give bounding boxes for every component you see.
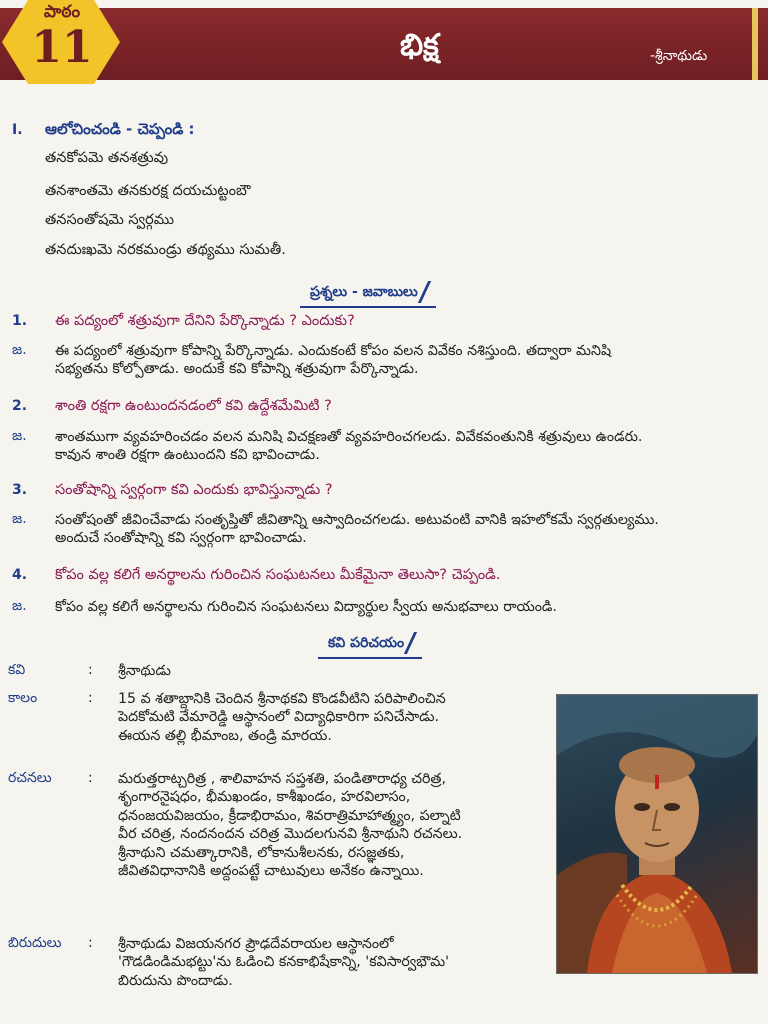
- info-value-period: [118, 690, 446, 745]
- info-label-works: రచనలు: [8, 770, 52, 786]
- info-label-titles: బిరుదులు: [8, 935, 62, 951]
- qa-heading: [300, 279, 436, 308]
- poem-line: తనసంతోషమె స్వర్గము: [45, 212, 175, 228]
- answer-text: [55, 511, 755, 548]
- info-line: శ్రీనాథుడు: [118, 663, 171, 679]
- poet-portrait: [556, 694, 758, 974]
- info-line: జీవితవిధానానికి అద్దంపట్టే చాటువులు అనేకం ఉన్నాయి.: [118, 863, 424, 880]
- qa-heading-text: ప్రశ్నలు - జవాబులు: [310, 284, 418, 300]
- lesson-number: 11: [31, 22, 93, 73]
- answer-mark: జ.: [12, 342, 27, 358]
- slash-decoration: [404, 632, 417, 654]
- question-number: 1.: [12, 313, 28, 329]
- lesson-word: పాఠం: [43, 2, 81, 22]
- question-number: 3.: [12, 482, 28, 498]
- lesson-title: భిక్ష: [400, 28, 439, 63]
- question-text: శాంతి రక్షగా ఉంటుందనడంలో కవి ఉద్దేశమేమిటి ?: [55, 398, 332, 414]
- info-label-poet: కవి: [8, 662, 26, 678]
- poem-line: తనకోపమె తనశత్రువు: [45, 150, 169, 166]
- poet-heading: [318, 630, 422, 659]
- answer-mark: జ.: [12, 598, 27, 614]
- author-tag: -శ్రీనాథుడు: [650, 48, 708, 64]
- question-text: సంతోషాన్ని స్వర్గంగా కవి ఎందుకు భావిస్తున్నాడు ?: [55, 482, 333, 498]
- answer-mark: జ.: [12, 511, 27, 527]
- info-colon: :: [88, 662, 93, 678]
- info-line: శ్రీనాథుని చమత్కారానికి, లోకానుశీలనకు, రసజ్ఞతకు,: [118, 844, 405, 861]
- question-number: 2.: [12, 398, 28, 414]
- info-line: బిరుదును పొందాడు.: [118, 972, 233, 989]
- section-number: I.: [12, 122, 23, 138]
- info-line: శ్రీనాథుడు విజయనగర ప్రౌఢదేవరాయల ఆస్థానంలో: [118, 936, 394, 952]
- info-label-period: కాలం: [8, 690, 38, 706]
- info-colon: :: [88, 935, 93, 951]
- info-line: వీర చరిత్ర, నందనందన చరిత్ర మొదలగునవి శ్రీనాథుని రచనలు.: [118, 826, 463, 843]
- answer-line: కావున శాంతి రక్షగా ఉంటుందని కవి భావించాడు.: [55, 447, 320, 464]
- portrait-illustration: [557, 695, 757, 973]
- info-colon: :: [88, 690, 93, 706]
- info-value-titles: [118, 935, 449, 990]
- info-line: శృంగారనైషధం, భీమఖండం, కాశీఖండం, హరవిలాసం,: [118, 789, 411, 806]
- poet-heading-text: కవి పరిచయం: [328, 635, 405, 651]
- answer-line: అందుచే సంతోషాన్ని కవి స్వర్గంగా భావించాడు.: [55, 530, 307, 547]
- poem-line: తనదుఃఖమె నరకమండ్రు తథ్యము సుమతీ.: [45, 242, 286, 258]
- answer-line: శాంతముగా వ్యవహరించడం వలన మనిషి విచక్షణతో వ్యవహరించగలడు. వివేకవంతునికి శత్రువులు ఉండరు.: [55, 429, 643, 445]
- answer-line: సంతోషంతో జీవించేవాడు సంతృప్తితో జీవితాన్ని ఆస్వాదించగలడు. అటువంటి వానికి ఇహలోకమే స్వర్గతుల్యము.: [55, 512, 659, 528]
- poem-line: తనశాంతమె తనకురక్ష దయచుట్టంబౌ: [45, 183, 251, 199]
- question-text: కోపం వల్ల కలిగే అనర్థాలను గురించిన సంఘటనలు మీకేమైనా తెలుసా? చెప్పండి.: [55, 567, 501, 583]
- info-value-works: [118, 770, 462, 881]
- question-text: ఈ పద్యంలో శత్రువుగా దేనిని పేర్కొన్నాడు ? ఎందుకు?: [55, 313, 355, 329]
- info-colon: :: [88, 770, 93, 786]
- answer-line: సభ్యతను కోల్పోతాడు. అందుకే కవి కోపాన్ని శత్రువుగా పేర్కొన్నాడు.: [55, 361, 419, 378]
- info-line: ఈయన తల్లి భీమాంబ, తండ్రి మారయ.: [118, 727, 332, 744]
- section-heading: ఆలోచించండి - చెప్పండి :: [45, 120, 195, 138]
- info-line: పెదకోమటి వేమారెడ్డి ఆస్థానంలో విద్యాధికారిగా పనిచేసాడు.: [118, 709, 440, 726]
- slash-decoration: [417, 281, 430, 303]
- question-number: 4.: [12, 567, 28, 583]
- answer-text: [55, 428, 755, 465]
- info-line: 15 వ శతాబ్దానికి చెందిన శ్రీనాథకవి కొండవీటిని పరిపాలించిన: [118, 691, 446, 707]
- answer-line: ఈ పద్యంలో శత్రువుగా కోపాన్ని పేర్కొన్నాడు. ఎందుకంటే కోపం వలన వివేకం నశిస్తుంది. తద్వారా మనిషి: [55, 343, 612, 359]
- info-value-poet: [118, 662, 171, 680]
- info-line: మరుత్తరాట్చరిత్ర , శాలివాహన సప్తశతి, పండితారాధ్య చరిత్ర,: [118, 771, 446, 787]
- answer-text: [55, 598, 755, 616]
- info-line: ధనంజయవిజయం, క్రీడాభిరామం, శివరాత్రిమాహాత్మ్యం, పల్నాటి: [118, 807, 461, 824]
- answer-mark: జ.: [12, 428, 27, 444]
- answer-line: కోపం వల్ల కలిగే అనర్థాలను గురించిన సంఘటనలు విద్యార్థుల స్వీయ అనుభవాలు రాయండి.: [55, 599, 557, 615]
- answer-text: [55, 342, 755, 379]
- info-line: 'గౌడడిండిమభట్టు'ను ఓడించి కనకాభిషేకాన్ని, 'కవిసార్వభౌమ': [118, 954, 449, 971]
